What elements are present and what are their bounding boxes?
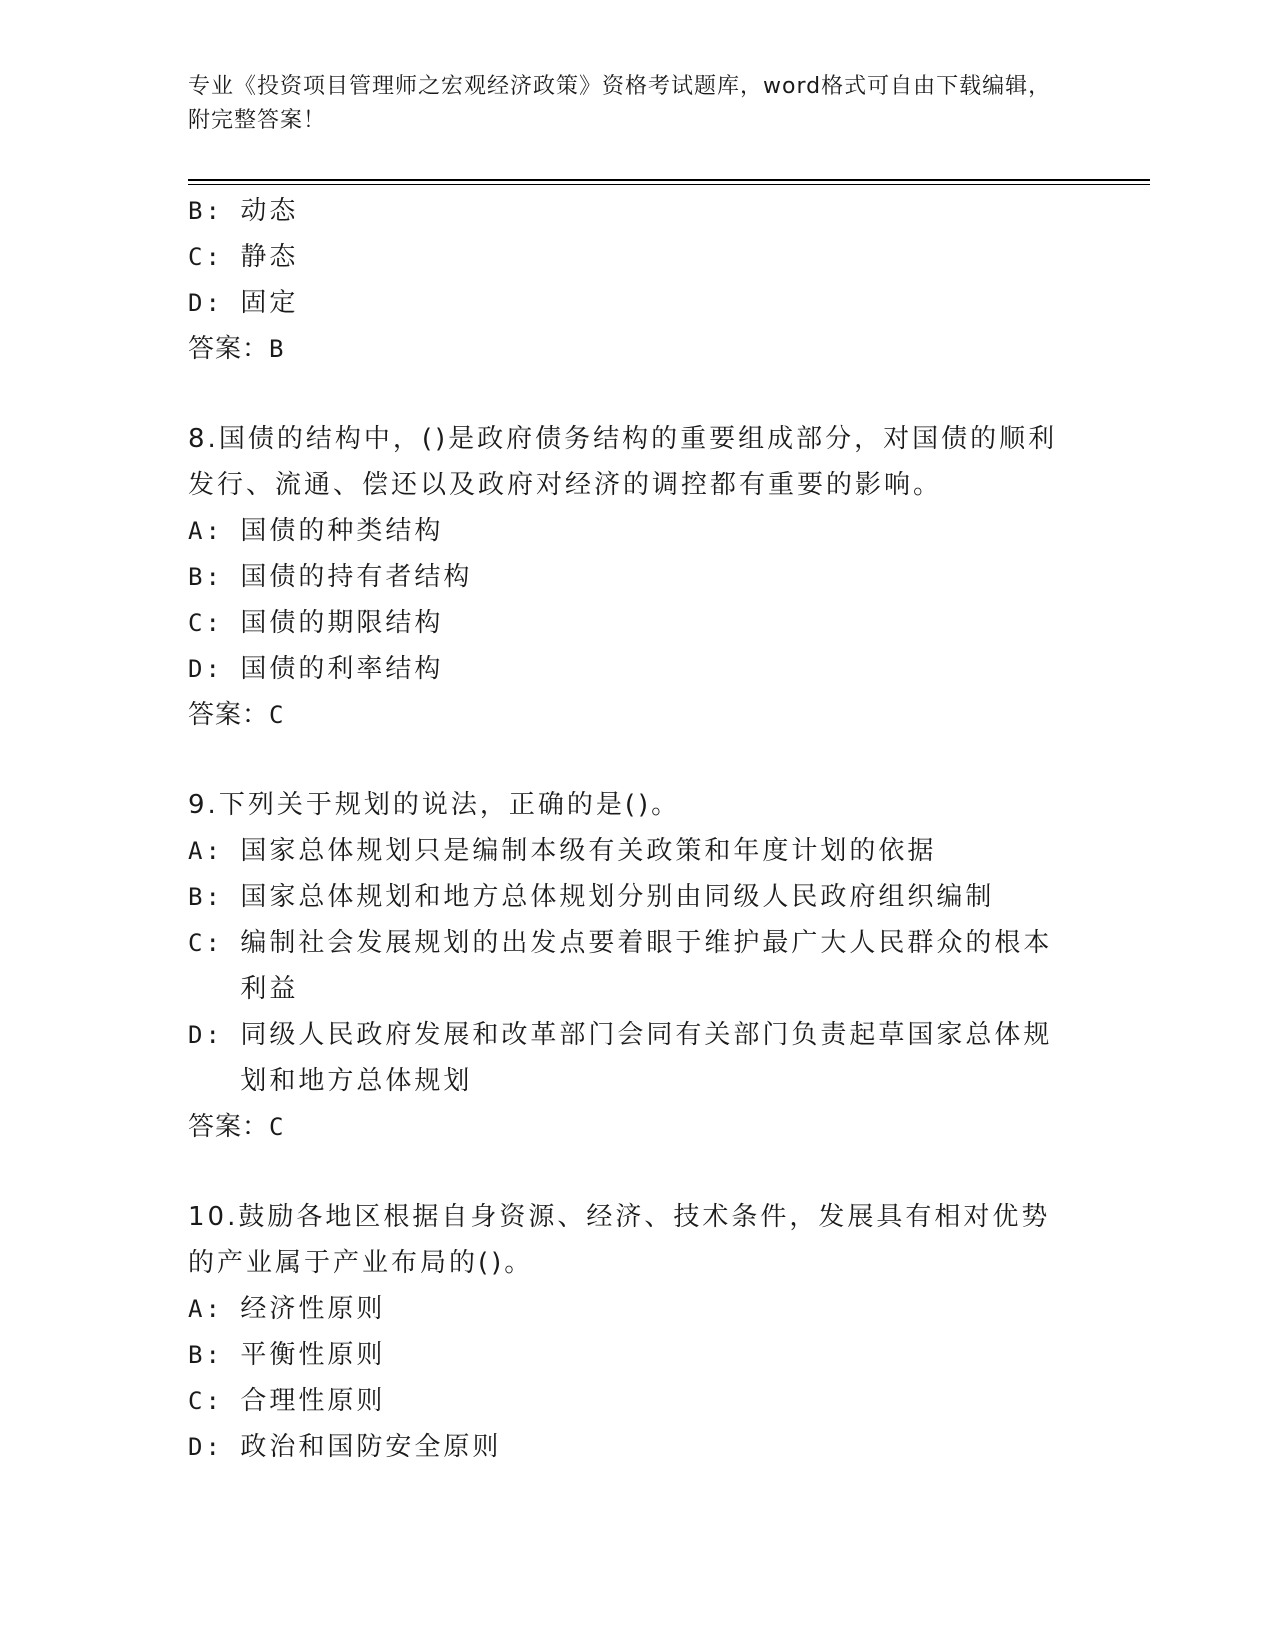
option-label: A: xyxy=(188,837,223,865)
question-text xyxy=(188,416,1078,508)
page-header: 专业《投资项目管理师之宏观经济政策》资格考试题库，word格式可自由下载编辑，附完整答案！ xyxy=(188,74,1052,133)
option-a xyxy=(188,828,1078,874)
question-text xyxy=(188,782,1078,828)
option-b xyxy=(188,1332,1078,1378)
option-d xyxy=(188,280,1078,326)
option-label: D: xyxy=(188,655,223,683)
option-d xyxy=(188,1012,1078,1104)
question-10 xyxy=(188,1194,1078,1470)
option-a xyxy=(188,508,1078,554)
option-text: 政治和国防安全原则 xyxy=(240,1432,502,1462)
option-label: A: xyxy=(188,517,223,545)
option-c xyxy=(188,920,1078,1012)
option-d xyxy=(188,1424,1078,1470)
question-body: 国债的结构中，()是政府债务结构的重要组成部分，对国债的顺利发行、流通、偿还以及政府对经济的调控都有重要的影响。 xyxy=(188,424,1058,500)
option-label: B: xyxy=(188,563,223,591)
option-b xyxy=(188,554,1078,600)
option-text: 国家总体规划只是编制本级有关政策和年度计划的依据 xyxy=(240,836,937,866)
option-text: 国债的期限结构 xyxy=(240,608,444,638)
option-text: 国债的种类结构 xyxy=(240,516,444,546)
header-rule-thin xyxy=(188,184,1150,185)
option-label: D: xyxy=(188,1433,223,1461)
option-label: C: xyxy=(188,243,223,271)
option-text: 动态 xyxy=(240,196,299,226)
question-9 xyxy=(188,782,1078,1150)
answer-line xyxy=(188,1104,1078,1150)
answer-value: B xyxy=(269,335,285,363)
answer-value: C xyxy=(269,1113,285,1141)
header-rule-thick xyxy=(188,179,1150,181)
option-label: A: xyxy=(188,1295,223,1323)
option-b xyxy=(188,188,1078,234)
option-text: 固定 xyxy=(240,288,299,318)
option-c xyxy=(188,1378,1078,1424)
answer-line xyxy=(188,692,1078,738)
option-label: C: xyxy=(188,929,223,957)
option-label: C: xyxy=(188,609,223,637)
answer-label: 答案： xyxy=(188,334,270,364)
answer-line xyxy=(188,326,1078,372)
question-text xyxy=(188,1194,1078,1286)
option-c xyxy=(188,600,1078,646)
question-number: 9. xyxy=(188,790,219,820)
option-text: 国债的利率结构 xyxy=(240,654,444,684)
question-content xyxy=(188,188,1078,1470)
answer-label: 答案： xyxy=(188,700,270,730)
option-label: D: xyxy=(188,289,223,317)
option-label: B: xyxy=(188,197,223,225)
partial-question xyxy=(188,188,1078,372)
answer-value: C xyxy=(269,701,285,729)
option-c xyxy=(188,234,1078,280)
option-text: 国债的持有者结构 xyxy=(240,562,473,592)
option-d xyxy=(188,646,1078,692)
option-text: 编制社会发展规划的出发点要着眼于维护最广大人民群众的根本利益 xyxy=(240,928,1053,1004)
option-text: 合理性原则 xyxy=(240,1386,386,1416)
option-text: 经济性原则 xyxy=(240,1294,386,1324)
question-body: 下列关于规划的说法，正确的是()。 xyxy=(218,790,681,820)
option-label: B: xyxy=(188,1341,223,1369)
option-text: 国家总体规划和地方总体规划分别由同级人民政府组织编制 xyxy=(240,882,995,912)
option-label: C: xyxy=(188,1387,223,1415)
question-body: 鼓励各地区根据自身资源、经济、技术条件，发展具有相对优势的产业属于产业布局的()。 xyxy=(188,1202,1051,1278)
option-label: B: xyxy=(188,883,223,911)
option-b xyxy=(188,874,1078,920)
question-number: 8. xyxy=(188,424,219,454)
question-number: 10. xyxy=(188,1202,239,1232)
option-a xyxy=(188,1286,1078,1332)
option-label: D: xyxy=(188,1021,223,1049)
question-8 xyxy=(188,416,1078,738)
option-text: 平衡性原则 xyxy=(240,1340,386,1370)
option-text: 静态 xyxy=(240,242,299,272)
answer-label: 答案： xyxy=(188,1112,270,1142)
option-text: 同级人民政府发展和改革部门会同有关部门负责起草国家总体规划和地方总体规划 xyxy=(240,1020,1053,1096)
